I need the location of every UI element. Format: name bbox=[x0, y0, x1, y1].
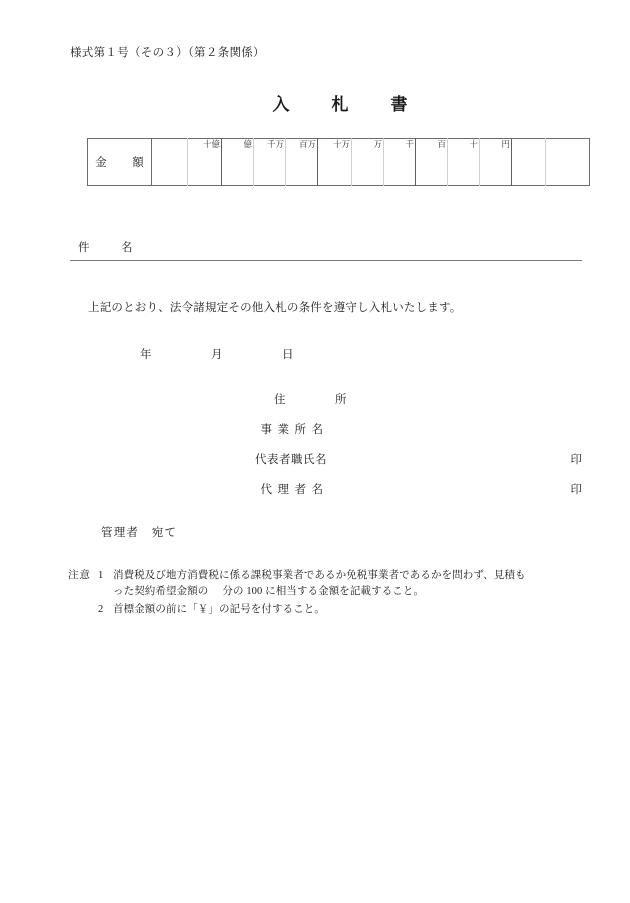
notes-title: 注意 bbox=[68, 570, 91, 581]
agent-seal-icon: 印 bbox=[570, 484, 582, 496]
amount-digit-cell-1[interactable] bbox=[188, 139, 222, 186]
agent-label: 代理者名 bbox=[260, 484, 329, 496]
amount-digit-cell-5[interactable] bbox=[318, 139, 352, 186]
amount-unit-11 bbox=[512, 139, 545, 140]
amount-digit-cell-0[interactable] bbox=[152, 139, 188, 186]
declaration-statement: 上記のとおり、法令諸規定その他入札の条件を遵守し入札いたします。 bbox=[88, 302, 462, 314]
note-text-1-line2-b: 分の 100 に相当する金額を記載すること。 bbox=[222, 586, 425, 598]
amount-unit-1: 十億 bbox=[202, 139, 220, 149]
amount-digit-cell-2[interactable] bbox=[222, 139, 254, 186]
representative-label: 代表者職氏名 bbox=[255, 454, 327, 466]
amount-digit-cell-12[interactable] bbox=[546, 139, 590, 186]
amount-digit-cell-11[interactable] bbox=[512, 139, 546, 186]
amount-unit-4: 百万 bbox=[298, 139, 316, 149]
amount-unit-12 bbox=[546, 139, 589, 140]
signature-row-agent[interactable] bbox=[255, 481, 582, 511]
addressee-line: 管理者 宛て bbox=[101, 527, 178, 539]
date-entry-line[interactable]: 年 月 日 bbox=[140, 349, 318, 361]
signature-row-address[interactable] bbox=[255, 391, 582, 421]
document-title: 入札書 bbox=[272, 95, 450, 114]
note-item-1 bbox=[68, 568, 588, 601]
subject-label: 件 名 bbox=[78, 242, 143, 254]
address-label: 住 所 bbox=[274, 394, 366, 406]
note-number-1: 1 bbox=[98, 570, 104, 581]
note-text-1-line1: 消費税及び地方消費税に係る課税事業者であるか免税事業者であるかを問わず、見積も bbox=[113, 570, 526, 581]
amount-unit-10: 円 bbox=[501, 139, 510, 149]
note-text-1-line2 bbox=[113, 584, 588, 600]
note-number-2: 2 bbox=[98, 603, 104, 615]
amount-unit-3: 千万 bbox=[266, 139, 284, 149]
amount-label: 金 額 bbox=[95, 157, 151, 169]
signature-row-representative[interactable] bbox=[255, 451, 582, 481]
amount-unit-5: 十万 bbox=[332, 139, 350, 149]
amount-unit-9: 十 bbox=[469, 139, 478, 149]
amount-label-cell bbox=[88, 139, 152, 186]
amount-unit-2: 億 bbox=[243, 139, 252, 149]
amount-digit-cell-4[interactable] bbox=[286, 139, 318, 186]
amount-digit-cell-7[interactable] bbox=[384, 139, 416, 186]
amount-digit-cell-3[interactable] bbox=[254, 139, 286, 186]
table-row bbox=[88, 139, 590, 186]
amount-entry-table bbox=[87, 138, 590, 186]
note-text-2-line1: 首標金額の前に「￥」の記号を付すること。 bbox=[113, 603, 325, 615]
amount-digit-cell-9[interactable] bbox=[448, 139, 480, 186]
amount-digit-cell-10[interactable] bbox=[480, 139, 512, 186]
amount-unit-6: 万 bbox=[373, 139, 382, 149]
amount-unit-7: 千 bbox=[405, 139, 414, 149]
signature-block bbox=[255, 391, 582, 511]
form-code-header: 様式第１号（その３）（第２条関係） bbox=[70, 47, 265, 59]
note-text-1-line2-a: った契約希望金額の bbox=[113, 586, 209, 598]
notes-section bbox=[68, 568, 588, 619]
business-name-label: 事業所名 bbox=[260, 424, 329, 436]
amount-digit-cell-8[interactable] bbox=[416, 139, 448, 186]
amount-unit-8: 百 bbox=[437, 139, 446, 149]
subject-field-row[interactable] bbox=[70, 238, 582, 261]
representative-seal-icon: 印 bbox=[570, 454, 582, 466]
amount-digit-cell-6[interactable] bbox=[352, 139, 384, 186]
amount-unit-0 bbox=[152, 139, 187, 140]
signature-row-business-name[interactable] bbox=[255, 421, 582, 451]
note-item-2 bbox=[68, 602, 588, 618]
